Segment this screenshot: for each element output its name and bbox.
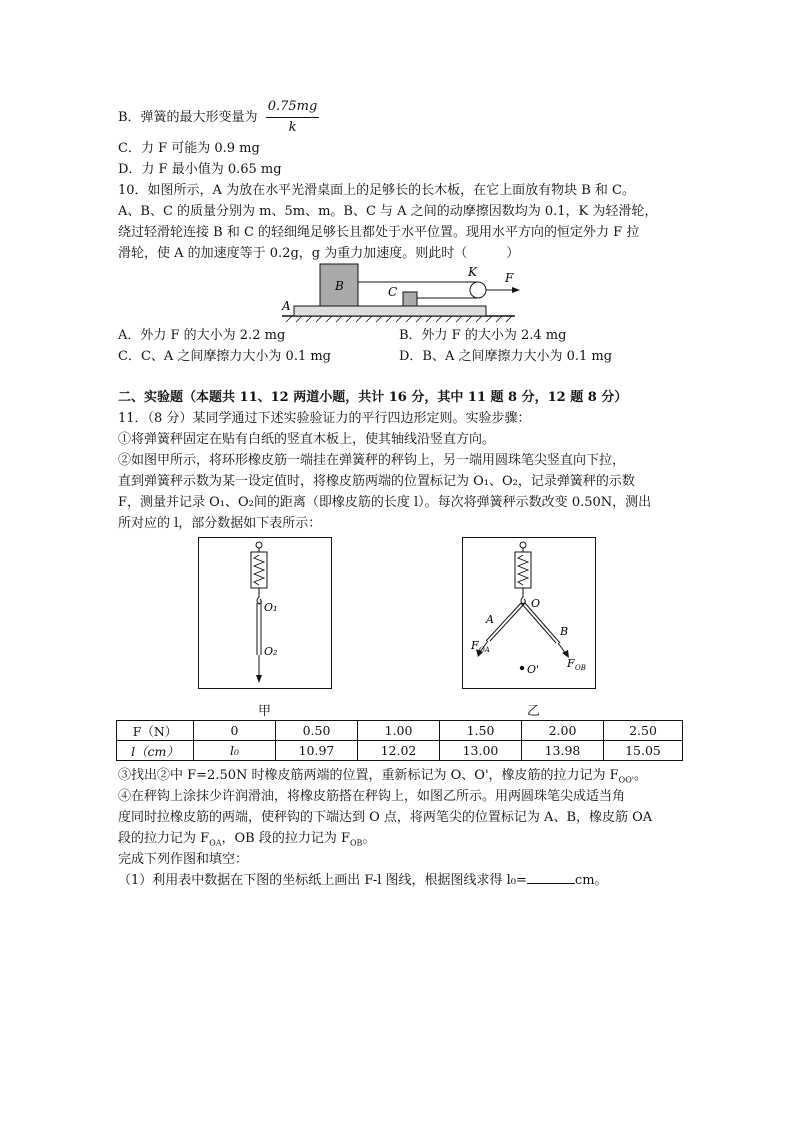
table-cell: 0.50	[276, 721, 358, 741]
table-cell: 1.50	[440, 721, 522, 741]
q11-step-3-text: ③找出②中 F=2.50N 时橡皮筋两端的位置，重新标记为 O、O'，橡皮筋的拉力记为 F	[118, 768, 619, 783]
q11-line-3: ②如图甲所示，将环形橡皮筋一端挂在弹簧秤的秤钩上，另一端用圆珠笔尖竖直向下拉，	[118, 453, 626, 468]
table-row	[117, 721, 683, 741]
table-cell: 2.00	[522, 721, 604, 741]
block-c	[403, 292, 417, 306]
point-o-prime	[520, 666, 524, 670]
figure-yi-caption: 乙	[527, 704, 541, 719]
subscript-oo: OO'	[618, 775, 634, 785]
section-heading: 二、实验题（本题共 11、12 两道小题，共计 16 分，其中 11 题 8 分，12 题 8 分）	[118, 390, 628, 405]
label-k: K	[468, 265, 477, 279]
label-f: F	[505, 271, 514, 285]
q10-line-2: A、B、C 的质量分别为 m、5m、m。B、C 与 A 之间的动摩擦因数均为 0.1，K 为轻滑轮，	[118, 204, 658, 219]
q9-option-d: D．力 F 最小值为 0.65 mg	[118, 162, 282, 177]
label-o1: O₁	[264, 601, 278, 614]
table-row	[117, 741, 683, 761]
q11-line-4: 直到弹簧秤示数为某一设定值时，将橡皮筋两端的位置标记为 O₁、O₂，记录弹簧秤的示数	[118, 474, 635, 489]
q11-line-2: ①将弹簧秤固定在贴有白纸的竖直木板上，使其轴线沿竖直方向。	[118, 432, 496, 447]
fraction	[266, 97, 320, 138]
answer-blank[interactable]	[527, 871, 575, 884]
label-fob-sub: OB	[575, 664, 586, 672]
table-cell: F（N）	[117, 721, 194, 741]
q9-option-b-text: B．弹簧的最大形变量为	[118, 110, 258, 125]
q9-option-c: C．力 F 可能为 0.9 mg	[118, 141, 260, 156]
q10-option-a: A．外力 F 的大小为 2.2 mg	[118, 328, 286, 343]
board-a	[294, 306, 486, 316]
label-c: C	[388, 285, 398, 299]
q11-part-1-unit: cm。	[574, 873, 608, 888]
data-table	[116, 720, 683, 761]
label-b: B	[335, 279, 344, 293]
q11-line-5: F，测量并记录 O₁、O₂间的距离（即橡皮筋的长度 l）。每次将弹簧秤示数改变 0.50N，测出	[118, 495, 652, 510]
q11-line-1: 11．（8 分）某同学通过下述实验验证力的平行四边形定则。实验步骤：	[118, 411, 531, 426]
label-foa-sub: OA	[479, 646, 490, 654]
fraction-numerator: 0.75mg	[266, 97, 320, 118]
figure-yi	[462, 537, 596, 689]
table-cell: l（cm）	[117, 741, 194, 761]
q11-step-4-mid: ，OB 段的拉力记为 F	[221, 831, 350, 846]
q10-figure	[270, 262, 530, 324]
q10-option-c: C．C、A 之间摩擦力大小为 0.1 mg	[118, 349, 332, 364]
figure-jia-caption: 甲	[258, 704, 272, 719]
label-o-prime: O'	[527, 663, 540, 676]
table-cell: 0	[194, 721, 276, 741]
q10-option-b: B．外力 F 的大小为 2.4 mg	[399, 328, 567, 343]
q11-line-6: 所对应的 l，部分数据如下表所示：	[118, 516, 322, 531]
subscript-oa: OA	[209, 838, 222, 848]
table-cell: 10.97	[276, 741, 358, 761]
label-a: A	[282, 299, 291, 313]
force-arrowhead	[512, 287, 520, 293]
q9-option-b	[118, 97, 319, 138]
q11-part-1	[118, 871, 608, 891]
spring-scale-ring	[256, 542, 262, 548]
table-cell: l₀	[194, 741, 276, 761]
fraction-denominator: k	[288, 120, 297, 135]
table-cell: 13.98	[522, 741, 604, 761]
q10-line-1: 10．如图所示，A 为放在水平光滑桌面上的足够长的长木板，在它上面放有物块 B 和 C。	[118, 183, 635, 198]
table-cell: 15.05	[604, 741, 683, 761]
label-fob: F	[567, 657, 575, 670]
table-cell: 2.50	[604, 721, 683, 741]
label-a: A	[486, 613, 494, 626]
pulley-k	[470, 282, 486, 298]
spring-scale-ring	[520, 542, 526, 548]
q10-line-4: 滑轮，使 A 的加速度等于 0.2g，g 为重力加速度。则此时（ ）	[118, 246, 520, 261]
label-foa: F	[471, 639, 479, 652]
ground-hatch	[286, 316, 512, 322]
label-o: O	[531, 597, 541, 610]
subscript-ob: OB	[350, 838, 363, 848]
q10-line-3: 绕过轻滑轮连接 B 和 C 的轻细绳足够长且都处于水平位置。现用水平方向的恒定外力 F 拉	[118, 225, 640, 240]
label-o2: O₂	[264, 645, 278, 658]
table-cell: 1.00	[358, 721, 440, 741]
q11-step-4-line-2: 度同时拉橡皮筋的两端，使秤钩的下端达到 O 点，将两笔尖的位置标记为 A、B，橡皮筋 OA	[118, 810, 653, 825]
table-cell: 12.02	[358, 741, 440, 761]
q11-step-4-line-3: 段的拉力记为 $F_{OA}$，OB 段的拉力记为 $F_{OB}$。	[118, 831, 376, 848]
figure-jia	[198, 537, 332, 689]
q11-step-4-text: 段的拉力记为 F	[118, 831, 210, 846]
q11-instruction: 完成下列作图和填空：	[118, 852, 249, 867]
q11-step-3: ③找出②中 F=2.50N 时橡皮筋两端的位置，重新标记为 O、O'，橡皮筋的拉力记为 $F_{OO'}$。	[118, 768, 648, 785]
label-b: B	[560, 625, 569, 638]
table-cell: 13.00	[440, 741, 522, 761]
q10-option-d: D．B、A 之间摩擦力大小为 0.1 mg	[399, 349, 613, 364]
q11-part-1-text: （1）利用表中数据在下图的坐标纸上画出 F-l 图线，根据图线求得 l₀=	[118, 873, 527, 888]
q11-step-4-line-1: ④在秤钩上涂抹少许润滑油，将橡皮筋搭在秤钩上，如图乙所示。用两圆珠笔尖成适当角	[118, 789, 626, 804]
